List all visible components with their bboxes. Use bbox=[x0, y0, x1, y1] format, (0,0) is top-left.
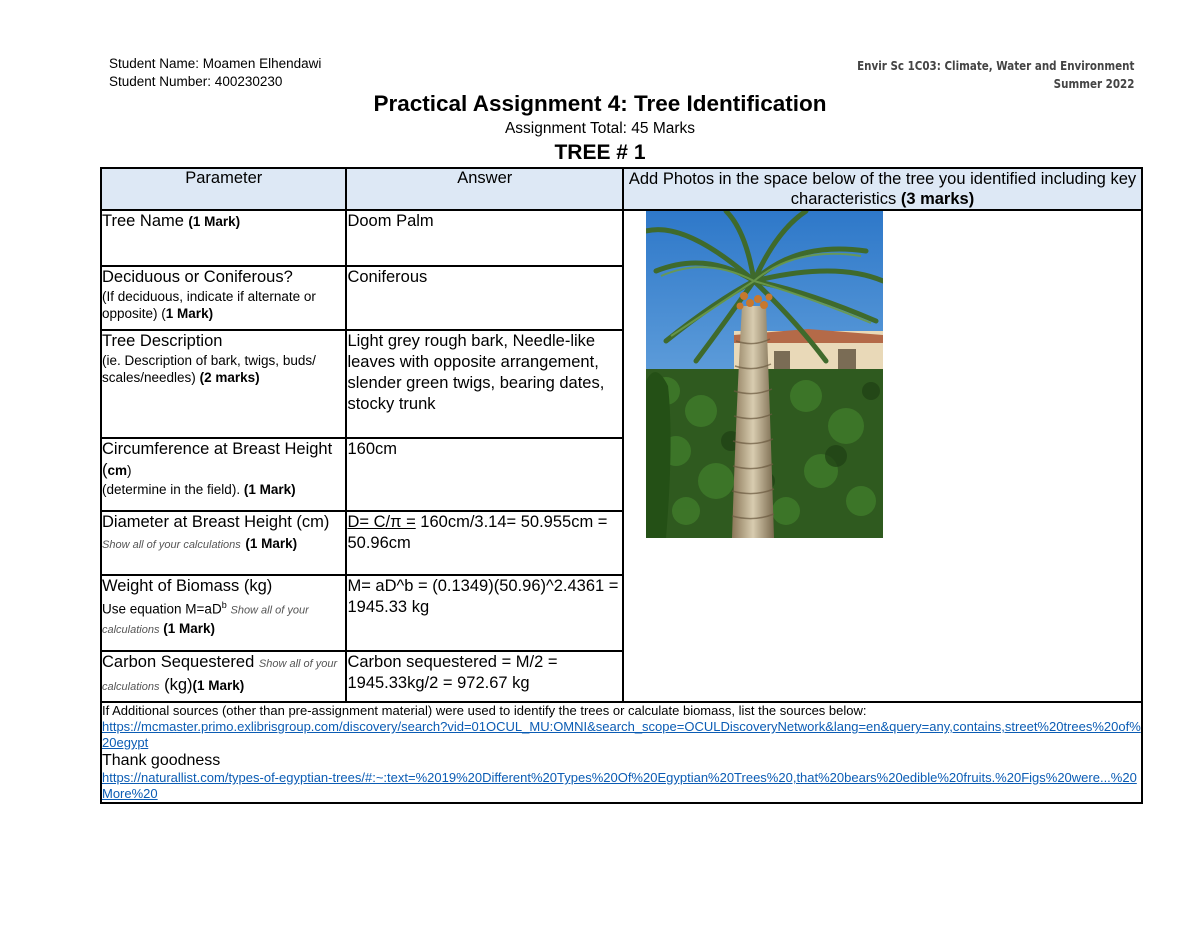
formula-underlined: D= C/π = bbox=[347, 513, 416, 531]
tree-label: TREE # 1 bbox=[554, 141, 646, 164]
param-unit: cm bbox=[107, 463, 128, 478]
param-label: Carbon Sequestered bbox=[102, 653, 255, 671]
param-italic-note: Show all of your calculations bbox=[102, 658, 338, 693]
param-cell bbox=[101, 575, 346, 651]
source-link-1[interactable]: https://mcmaster.primo.exlibrisgroup.com/discovery/search?vid=01OCUL_MU:OMNI&search_scope=OCULDiscoveryNetwork&lang=en&query=any,contains,street%20trees%20of%20egypt bbox=[102, 719, 1141, 750]
answer-carbon[interactable]: Carbon sequestered = M/2 = 1945.33kg/2 = 972.67 kg bbox=[346, 651, 623, 702]
header-parameter: Parameter bbox=[101, 168, 346, 210]
param-unit: (kg) bbox=[164, 676, 193, 694]
sources-thanks[interactable]: Thank goodness bbox=[102, 752, 221, 769]
param-cell bbox=[101, 511, 346, 575]
param-note: (ie. Description of bark, twigs, buds/ scales/needles) bbox=[102, 353, 316, 385]
assignment-table bbox=[100, 167, 1143, 804]
row-tree-name bbox=[101, 210, 1142, 266]
course-info bbox=[857, 57, 1134, 93]
param-marks: (1 Mark) bbox=[243, 482, 296, 497]
param-label: Deciduous or Coniferous? bbox=[102, 268, 293, 286]
param-label: Weight of Biomass (kg) bbox=[102, 577, 273, 595]
param-label: Tree Description bbox=[102, 332, 223, 350]
term: Summer 2022 bbox=[1053, 77, 1134, 91]
param-note: (determine in the field). bbox=[102, 482, 241, 497]
answer-circumference[interactable]: 160cm bbox=[346, 438, 623, 511]
answer-biomass[interactable]: M= aD^b = (0.1349)(50.96)^2.4361 = 1945.33 kg bbox=[346, 575, 623, 651]
answer-tree-name[interactable]: Doom Palm bbox=[346, 210, 623, 266]
param-marks: (1 Mark) bbox=[188, 214, 241, 229]
param-label-end: ) bbox=[127, 463, 132, 478]
param-marks: (1 Mark) bbox=[192, 678, 245, 693]
param-label: Tree Name bbox=[102, 212, 184, 230]
param-note: Use equation M=aD bbox=[102, 601, 222, 617]
student-name: Student Name: Moamen Elhendawi bbox=[109, 56, 322, 71]
param-marks: (1 Mark) bbox=[163, 620, 216, 636]
param-cell bbox=[101, 210, 346, 266]
param-italic-note: Show all of your calculations bbox=[102, 604, 309, 636]
source-link-2[interactable]: https://naturallist.com/types-of-egyptian-trees/#:~:text=%2019%20Different%20Types%20Of%20Egyptian%20Trees%20,that%20bears%20edible%20fruits.%20Figs%20were...%20More%20 bbox=[102, 770, 1137, 801]
student-number: Student Number: 400230230 bbox=[109, 74, 283, 89]
palm-tree-photo bbox=[646, 211, 883, 538]
assignment-total: Assignment Total: 45 Marks bbox=[504, 120, 696, 137]
param-label: Diameter at Breast Height (cm) bbox=[102, 513, 330, 531]
course-name: Envir Sc 1C03: Climate, Water and Environment bbox=[856, 59, 1134, 73]
header-photos-text: Add Photos in the space below of the tree you identified including key characteristics bbox=[628, 170, 1137, 208]
param-marks: 1 Mark) bbox=[165, 306, 214, 321]
header-photos-marks: (3 marks) bbox=[900, 190, 975, 208]
answer-deciduous[interactable]: Coniferous bbox=[346, 266, 623, 330]
photo-cell[interactable] bbox=[623, 210, 1142, 702]
param-cell bbox=[101, 266, 346, 330]
param-label: Circumference at Breast Height ( bbox=[102, 440, 333, 479]
param-cell bbox=[101, 330, 346, 438]
param-marks: (1 Mark) bbox=[245, 536, 298, 551]
param-cell bbox=[101, 438, 346, 511]
answer-diameter[interactable] bbox=[346, 511, 623, 575]
student-info bbox=[109, 55, 321, 91]
header-answer: Answer bbox=[346, 168, 623, 210]
param-note: (If deciduous, indicate if alternate or opposite) ( bbox=[102, 289, 316, 321]
header-photos bbox=[623, 168, 1142, 210]
page-title: Practical Assignment 4: Tree Identification bbox=[373, 91, 827, 116]
answer-description[interactable]: Light grey rough bark, Needle-like leaves with opposite arrangement, slender green twigs, bearing dates, stocky trunk bbox=[346, 330, 623, 438]
table-header-row bbox=[101, 168, 1142, 210]
param-sup: b bbox=[221, 600, 227, 610]
param-cell bbox=[101, 651, 346, 702]
answer-text: 160cm/3.14= 50.955cm = 50.96cm bbox=[347, 513, 608, 552]
row-sources bbox=[101, 702, 1142, 803]
sources-prompt: If Additional sources (other than pre-assignment material) were used to identify the trees or calculate biomass, list the sources below: bbox=[102, 703, 867, 718]
sources-cell bbox=[101, 702, 1142, 803]
param-italic-note: Show all of your calculations bbox=[102, 539, 241, 551]
param-marks: (2 marks) bbox=[199, 370, 260, 385]
